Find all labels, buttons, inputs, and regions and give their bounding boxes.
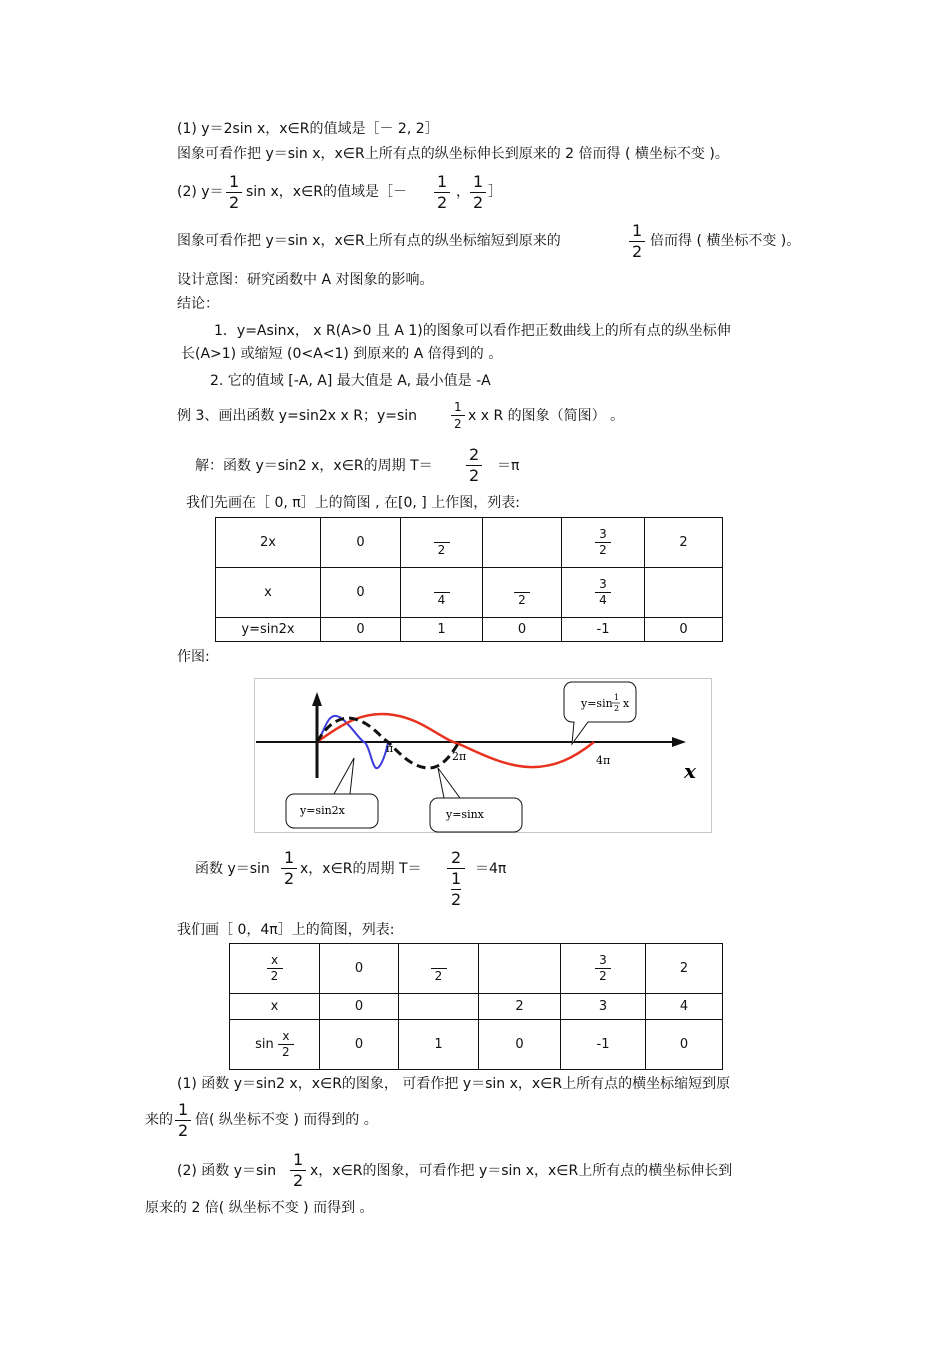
comma: ，	[456, 184, 470, 200]
table-row	[230, 1020, 723, 1070]
period2-den-den: 2	[451, 890, 462, 909]
table-cell: $\frac{x}{2}$	[230, 944, 320, 994]
table-cell: 4	[401, 568, 483, 618]
sine-graph-figure	[254, 678, 712, 833]
table-cell	[399, 994, 479, 1020]
table-cell: 0	[320, 1020, 399, 1070]
table-cell: 0	[320, 944, 399, 994]
table-cell: 2	[399, 944, 479, 994]
fraction-half: $\frac{1}{2}$	[451, 399, 465, 432]
range-line-1: (1) y＝2sin x，x∈R的值域是［－ 2, 2］	[177, 121, 439, 137]
table-cell: 0	[483, 618, 562, 642]
table-row	[216, 568, 723, 618]
fraction-half: $\frac{1}{2}$	[290, 1150, 306, 1191]
table-sin-half-x	[229, 943, 723, 1070]
period2-line: 函数 y＝sin	[195, 861, 270, 877]
tick-2pi: 2π	[452, 750, 467, 763]
table-cell: 2x	[216, 518, 321, 568]
bracket-end: ］	[488, 184, 502, 200]
summary-2a: x，x∈R的图象，可看作把 y＝sin x，x∈R上所有点的横坐标伸长到	[310, 1163, 733, 1179]
table-cell: -1	[562, 618, 645, 642]
table-cell	[645, 568, 723, 618]
period-result: ＝π	[497, 458, 520, 474]
example-3-b: x x R 的图象（简图） 。	[468, 408, 625, 424]
label-sin-half-num: 1	[614, 693, 620, 702]
summary-2a-prefix: (2) 函数 y＝sin	[177, 1163, 277, 1179]
fraction-half: $\frac{1}{2}$	[226, 172, 242, 213]
shrink-line-2-end: 倍而得 ( 横坐标不变 )。	[650, 233, 801, 249]
table-cell: 3	[561, 994, 646, 1020]
table-cell: 4	[646, 994, 723, 1020]
fraction-half: $\frac{1}{2}$	[470, 172, 486, 213]
tick-4pi: 4π	[596, 754, 611, 767]
table-cell: 0	[645, 618, 723, 642]
summary-1b-prefix: 来的	[145, 1112, 173, 1128]
range-line-2-prefix: (2) y＝	[177, 184, 224, 200]
table-cell: 2	[645, 518, 723, 568]
shrink-line-2: 图象可看作把 y＝sin x，x∈R上所有点的纵坐标缩短到原来的	[177, 233, 561, 249]
range-line-2-mid: sin x，x∈R的值域是［－	[246, 184, 407, 200]
table-row	[230, 994, 723, 1020]
table-cell: $\frac{3}{2}$	[562, 518, 645, 568]
period2-result: ＝4π	[475, 861, 507, 877]
conclusion-1a: 1．y=Asinx， x R(A>0 且 A 1)的图象可以看作把正数曲线上的所有点的纵坐标伸	[214, 323, 731, 339]
table-cell: 2	[483, 568, 562, 618]
table-row	[216, 618, 723, 642]
table-cell	[479, 944, 561, 994]
table-cell: 0	[321, 568, 401, 618]
table-cell: $\frac{3}{4}$	[562, 568, 645, 618]
summary-2b: 原来的 2 倍( 纵坐标不变 ) 而得到 。	[145, 1200, 374, 1216]
conclusion-1b: 长(A>1) 或缩短 (0<A<1) 到原来的 A 倍得到的 。	[181, 346, 503, 362]
label-sin-half: y=sin	[581, 697, 613, 710]
table-row	[230, 944, 723, 994]
table-cell: sin $\frac{x}{2}$	[230, 1020, 320, 1070]
table-cell: 0	[321, 518, 401, 568]
table-cell: 2	[401, 518, 483, 568]
table-cell: 2	[646, 944, 723, 994]
fraction-half: $\frac{1}{2}$	[434, 172, 450, 213]
draw-label: 作图:	[177, 649, 210, 665]
table-cell: 0	[321, 618, 401, 642]
table-cell	[483, 518, 562, 568]
period-fraction: $\frac{2}{2}$	[466, 445, 482, 486]
solution-line: 解：函数 y＝sin2 x，x∈R的周期 T＝	[195, 458, 433, 474]
second-draw-line: 我们画［ 0，4π］上的简图，列表:	[177, 922, 395, 938]
table-cell: 1	[401, 618, 483, 642]
tick-pi: π	[386, 742, 394, 755]
label-sinx: y=sinx	[446, 808, 484, 821]
conclusion-2: 2. 它的值域 [-A, A] 最大值是 A, 最小值是 -A	[210, 373, 491, 389]
x-axis-label: x	[684, 759, 696, 783]
label-sin-half-x: x	[623, 697, 630, 710]
design-intent: 设计意图：研究函数中 A 对图象的影响。	[177, 272, 434, 288]
period2-mid: x，x∈R的周期 T＝	[300, 861, 422, 877]
period2-den-num: 1	[451, 869, 462, 888]
example-3-a: 例 3、画出函数 y=sin2x x R；y=sin	[177, 408, 418, 424]
label-sin-half-den: 2	[614, 704, 620, 713]
summary-1b: 倍( 纵坐标不变 ) 而得到的 。	[195, 1112, 378, 1128]
table-cell: $\frac{3}{2}$	[561, 944, 646, 994]
fraction-half: $\frac{1}{2}$	[281, 848, 297, 889]
table-cell: y=sin2x	[216, 618, 321, 642]
table-sin2x	[215, 517, 723, 642]
table-cell: -1	[561, 1020, 646, 1070]
table-cell: 1	[399, 1020, 479, 1070]
fraction-half: $\frac{1}{2}$	[175, 1100, 191, 1141]
conclusion-label: 结论：	[177, 296, 219, 312]
table-cell: 0	[479, 1020, 561, 1070]
fraction-half: $\frac{1}{2}$	[629, 221, 645, 262]
first-draw-line: 我们先画在［ 0, π］上的简图 , 在[0, ] 上作图，列表:	[186, 495, 520, 511]
label-sin2x: y=sin2x	[300, 804, 345, 817]
summary-1a: (1) 函数 y＝sin2 x，x∈R的图象， 可看作把 y＝sin x，x∈R上所有点的横坐标缩短到原	[177, 1076, 731, 1092]
table-cell: x	[216, 568, 321, 618]
table-cell: 2	[479, 994, 561, 1020]
table-cell: 0	[646, 1020, 723, 1070]
stretch-line-1: 图象可看作把 y＝sin x，x∈R上所有点的纵坐标伸长到原来的 2 倍而得 ( 横坐标不变 )。	[177, 146, 729, 162]
table-row	[216, 518, 723, 568]
table-cell: 0	[320, 994, 399, 1020]
table-cell: x	[230, 994, 320, 1020]
period2-fraction: 2 1 2	[447, 848, 465, 910]
